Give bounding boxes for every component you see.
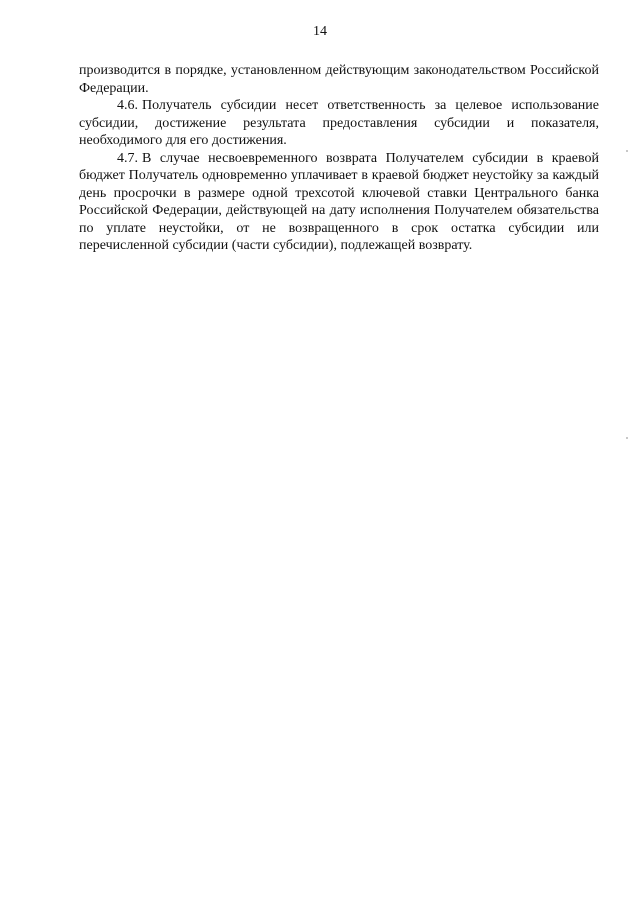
document-body: [79, 62, 599, 255]
scan-artifact: [626, 150, 628, 152]
paragraph-text: В случае несвоевременного возврата Получателем субсидии в краевой бюджет Получатель одновременно уплачивает в краевой бюджет неустойку за каждый день просрочки в размере одной трехсотой ключевой ставки Центрального банка Российской Федерации, действующей на дату исполнения Получателем обязательства по уплате неустойки, от не возвращенного в срок остатка субсидии или перечисленной субсидии (части субсидии), подлежащей возврату.: [79, 150, 599, 253]
paragraph-text: производится в порядке, установленном действующим законодательством Российской Федерации.: [79, 63, 599, 96]
paragraph-number: 4.7.: [117, 150, 138, 166]
paragraph-4-6: [79, 97, 599, 150]
page-number: 14: [313, 24, 327, 39]
scan-artifact: [626, 437, 628, 439]
paragraph-continuation: [79, 62, 599, 97]
paragraph-number: 4.6.: [117, 98, 138, 113]
paragraph-4-7: [79, 150, 599, 255]
paragraph-text: Получатель субсидии несет ответственность за целевое использование субсидии, достижение результата предоставления субсидии и показателя, необходимого для его достижения.: [79, 98, 599, 148]
